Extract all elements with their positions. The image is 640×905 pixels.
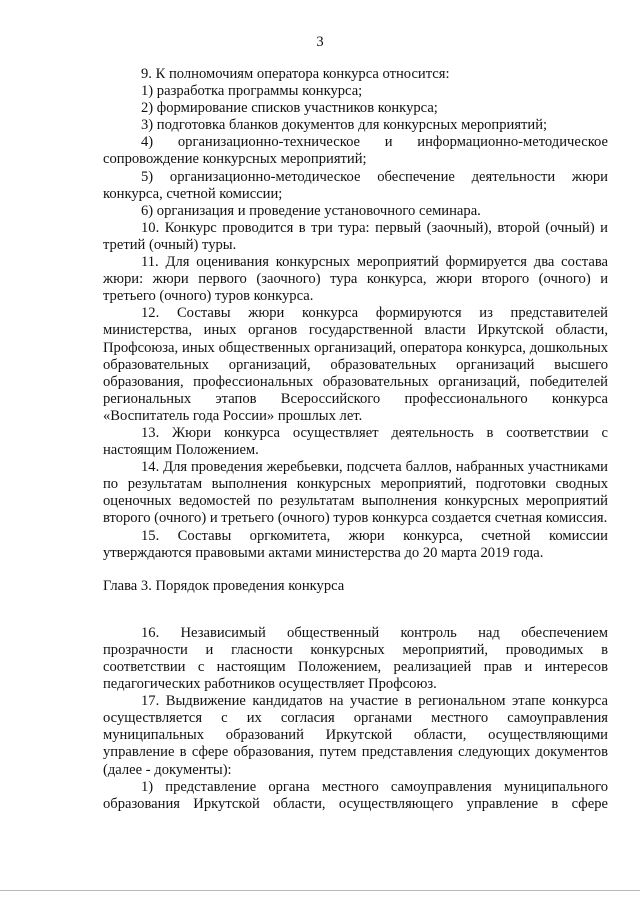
paragraph-12: 12. Составы жюри конкурса формируются из представителей министерства, иных органов государственной власти Иркутской области, Профсоюза, иных общественных организаций, оператора конкурса, дошкольных образовательных организаций, образовательных организаций высшего образования, профессиональных образовательных организаций, победителей региональных этапов Всероссийского профессионального конкурса «Воспитатель года России» прошлых лет.: [103, 305, 608, 424]
paragraph-16: 16. Независимый общественный контроль над обеспечением прозрачности и гласности конкурсных мероприятий, проводимых в соответствии с настоящим Положением, реализацией прав и интересов педагогических работников осуществляет Профсоюз.: [103, 624, 608, 693]
paragraph-14: 14. Для проведения жеребьевки, подсчета баллов, набранных участниками по результатам выполнения конкурсных мероприятий, подготовки сводных оценочных ведомостей по результатам выполнения конкурсных мероприятий второго (очного) и третьего (очного) туров конкурса создается счетная комиссия.: [103, 459, 608, 527]
chapter-heading: Глава 3. Порядок проведения конкурса: [103, 577, 345, 594]
paragraph-9: 9. К полномочиям оператора конкурса относится:: [141, 66, 450, 82]
paragraph-11: 11. Для оценивания конкурсных мероприятий формируется два состава жюри: жюри первого (заочного) тура конкурса, жюри второго (очного) и третьего (очного) туров конкурса.: [103, 254, 608, 305]
paragraph-15: 15. Составы оргкомитета, жюри конкурса, счетной комиссии утверждаются правовыми актами министерства до 20 марта 2019 года.: [103, 527, 608, 561]
document-body: [103, 66, 608, 813]
list-item-17-1: 1) представление органа местного самоуправления муниципального образования Иркутской области, осуществляющего управление в сфере: [103, 778, 608, 812]
list-item-4: 4) организационно-техническое и информационно-методическое сопровождение конкурсных мероприятий;: [103, 134, 608, 168]
paragraph-10: 10. Конкурс проводится в три тура: первый (заочный), второй (очный) и третий (очный) туры.: [103, 219, 608, 253]
list-item-2: 2) формирование списков участников конкурса;: [141, 100, 438, 117]
paragraph-17: 17. Выдвижение кандидатов на участие в региональном этапе конкурса осуществляется с их согласия органами местного самоуправления муниципальных образований Иркутской области, осуществляющими управление в сфере образования, путем представления следующих документов (далее - документы):: [103, 693, 608, 778]
list-item-1: 1) разработка программы конкурса;: [141, 83, 363, 100]
page-number: 3: [316, 34, 324, 50]
bottom-rule: [0, 890, 640, 891]
list-item-5: 5) организационно-методическое обеспечение деятельности жюри конкурса, счетной комиссии;: [103, 168, 608, 202]
list-item-3: 3) подготовка бланков документов для конкурсных мероприятий;: [141, 117, 548, 134]
list-item-6: 6) организация и проведение установочного семинара.: [141, 202, 481, 219]
paragraph-13: 13. Жюри конкурса осуществляет деятельность в соответствии с настоящим Положением.: [103, 424, 608, 459]
